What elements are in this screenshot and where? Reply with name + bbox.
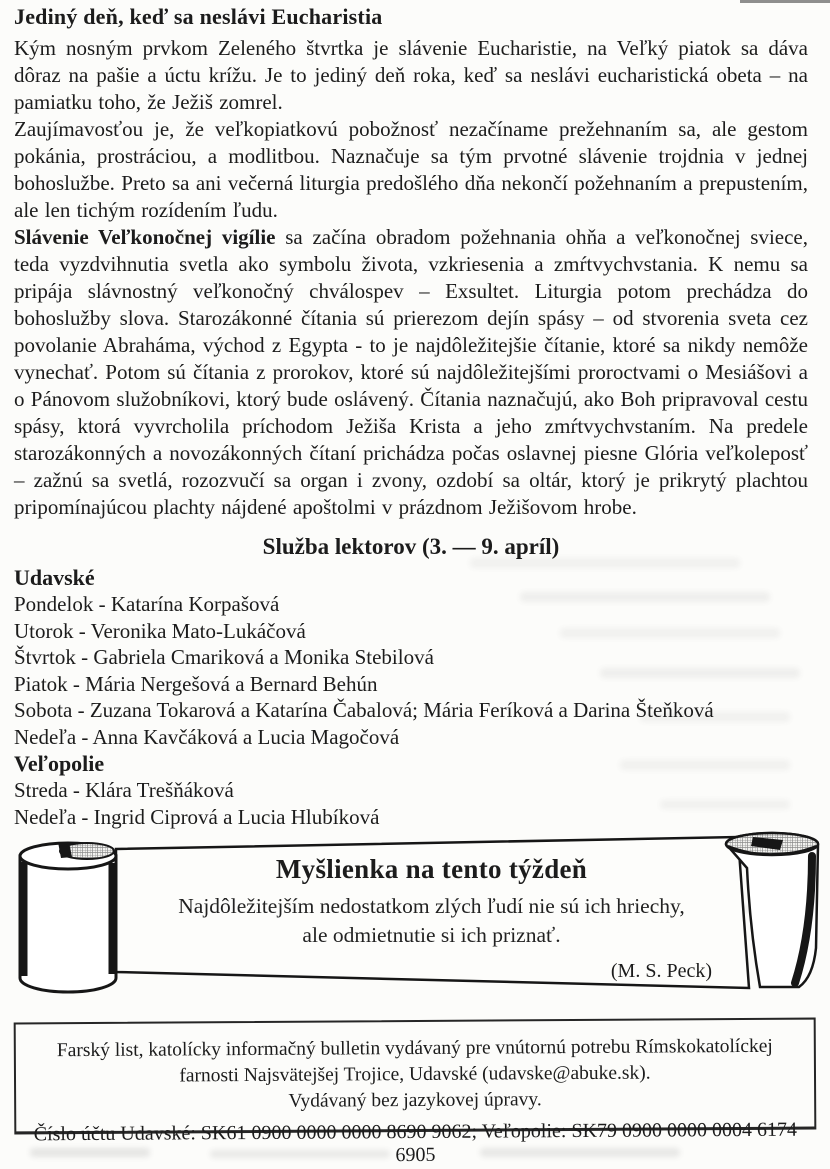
thought-quote <box>145 892 718 950</box>
lector-schedule-title: Služba lektorov (3. — 9. apríl) <box>262 534 560 559</box>
article-paragraph-1: Kým nosným prvkom Zeleného štvrtka je slávenie Eucharistie, na Veľký piatok sa dáva dôraz na pašie a úctu krížu. Je to jediný deň roka, keď sa neslávi eucharistická obeta – na pamiatku toho, že Ježiš zomrel. <box>14 36 808 114</box>
article-paragraph-3 <box>14 224 808 521</box>
list-item: Nedeľa - Anna Kavčáková a Lucia Magočová <box>14 724 400 749</box>
list-item: Sobota - Zuzana Tokarová a Katarína Čabalová; Mária Feríková a Darina Šteňková <box>14 698 714 722</box>
list-item: Utorok - Veronika Mato-Lukáčová <box>14 618 306 643</box>
footer-line-1: Farský list, katolícky informačný bulletin vydávaný pre vnútornú potrebu Rímskokatolíckej <box>56 1035 773 1062</box>
footer-line-2: farnosti Najsvätejšej Trojice, Udavské (udavske@abuke.sk). <box>179 1062 651 1087</box>
article-heading: Jediný deň, keď sa neslávi Eucharistia <box>14 4 383 29</box>
group-name-velopolie: Veľopolie <box>14 751 105 776</box>
list-item: Streda - Klára Trešňáková <box>14 778 234 802</box>
footer-line-3: Vydávaný bez jazykovej úpravy. <box>288 1089 542 1112</box>
list-item: Piatok - Mária Nergešová a Bernard Behún <box>14 671 378 696</box>
footer-account-numbers: Číslo účtu Udavské: SK61 0900 0000 0000 8690 9062; Veľopolie: SK79 0900 0000 0004 6174 6905 <box>33 1118 798 1167</box>
article-paragraph-2: Zaujímavosťou je, že veľkopiatkovú pobožnosť nezačíname prežehnaním sa, ale gestom pokánia, prostráciou, a modlitbou. Naznačuje sa tým prvotné slávenie trojdnia v jednej bohoslužbe. Preto sa ani večerná liturgia predošlého dňa nekončí požehnaním a prepustením, ale len tichým rozídením ľudu. <box>14 117 808 222</box>
list-item: Nedeľa - Ingrid Ciprová a Lucia Hlubíková <box>14 804 380 829</box>
list-item: Štvrtok - Gabriela Cmariková a Monika Stebilová <box>14 645 434 669</box>
paragraph-3-lead: Slávenie Veľkonočnej vigílie <box>14 225 276 249</box>
lector-schedule-section <box>14 534 808 830</box>
thought-of-week <box>145 854 718 983</box>
quote-attribution: (M. S. Peck) <box>610 960 712 982</box>
article-section <box>14 4 808 521</box>
group-name-udavske: Udavské <box>14 565 95 590</box>
scan-edge-line <box>740 0 830 3</box>
quote-line-1: Najdôležitejším nedostatkom zlých ľudí nie sú ich hriechy, <box>178 894 685 918</box>
thought-scroll-banner <box>0 830 830 1002</box>
quote-line-2: ale odmietnutie si ich priznať. <box>302 923 561 947</box>
paragraph-3-body: sa začína obradom požehnania ohňa a veľkonočnej sviece, teda vyzdvihnutia svetla ako symbolu života, vzkriesenia a zmŕtvychvstania. K nemu sa pripája slávnostný veľkonočný chválospev – Exsultet. Liturgia potom prechádza do bohoslužby slova. Starozákonné čítania sú prierezom dejín spásy – od stvorenia sveta cez povolanie Abraháma, východ z Egypta - to je najdôležitejšie čítanie, ktoré sa nikdy nemôže vynechať. Potom sú čítania z prorokov, ktoré sú najdôležitejšími proroctvami o Mesiášovi a o Pánovom služobníkovi, ktorý bude oslávený. Čítania naznačujú, ako Boh pripravoval cestu spásy, ktorá vyvrcholila príchodom Ježiša Krista a jeho zmŕtvychvstaním. Na predele starozákonných a novozákonných čítaní prichádza počas oslavnej piesne Glória veľkoleposť – zažnú sa svetlá, rozozvučí sa organ i zvony, ozdobí sa oltár, ktorý je prikrytý plachtou pripomínajúcou plachty nájdené apoštolmi v prázdnom Ježišovom hrobe. <box>14 225 808 519</box>
list-item: Pondelok - Katarína Korpašová <box>14 592 280 616</box>
footer-info-box <box>14 1018 817 1167</box>
thought-title: Myšlienka na tento týždeň <box>275 854 588 884</box>
